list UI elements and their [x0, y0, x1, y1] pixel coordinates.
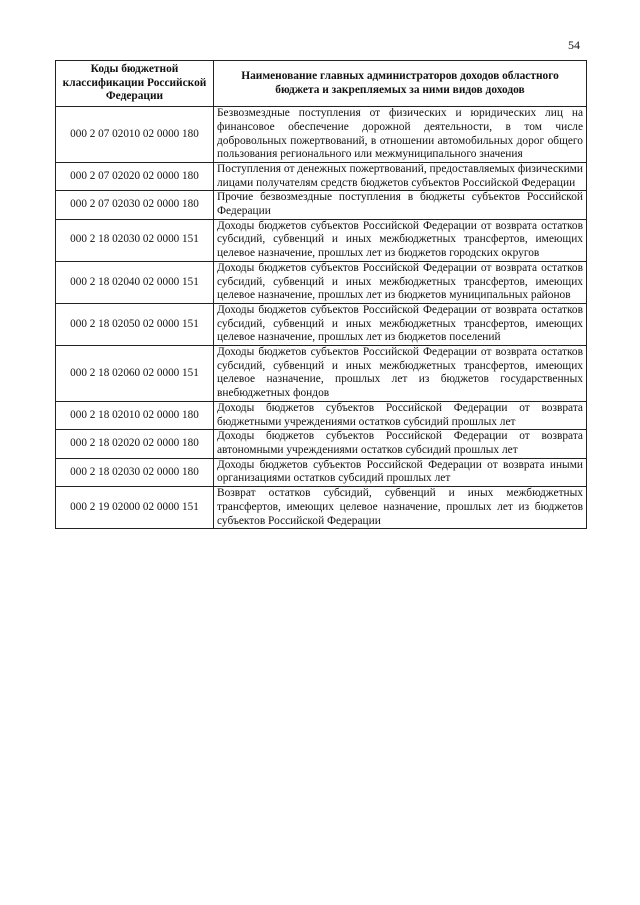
row-description: Доходы бюджетов субъектов Российской Федерации от возврата остатков субсидий, субвенций и иных межбюджетных трансфертов, имеющих целевое назначение, прошлых лет из бюджетов поселений	[214, 303, 587, 345]
row-description: Доходы бюджетов субъектов Российской Федерации от возврата остатков субсидий, субвенций и иных межбюджетных трансфертов, имеющих целевое назначение, прошлых лет из бюджетов муниципальных районов	[214, 261, 587, 303]
table-row	[56, 261, 587, 303]
row-code: 000 2 18 02060 02 0000 151	[56, 346, 214, 402]
revenue-codes-table	[55, 60, 587, 529]
table-row	[56, 191, 587, 219]
row-description: Доходы бюджетов субъектов Российской Федерации от возврата автономными учреждениями остатков субсидий прошлых лет	[214, 430, 587, 458]
table-row	[56, 219, 587, 261]
row-code: 000 2 18 02050 02 0000 151	[56, 303, 214, 345]
row-description: Доходы бюджетов субъектов Российской Федерации от возврата иными организациями остатков субсидий прошлых лет	[214, 458, 587, 486]
row-code: 000 2 07 02010 02 0000 180	[56, 107, 214, 163]
header-name: Наименование главных администраторов доходов областного бюджета и закрепляемых за ними видов доходов	[214, 61, 587, 107]
row-code: 000 2 18 02040 02 0000 151	[56, 261, 214, 303]
row-description: Доходы бюджетов субъектов Российской Федерации от возврата бюджетными учреждениями остатков субсидий прошлых лет	[214, 401, 587, 429]
table-row	[56, 401, 587, 429]
table-row	[56, 430, 587, 458]
row-code: 000 2 07 02020 02 0000 180	[56, 162, 214, 190]
header-code: Коды бюджетной классификации Российской Федерации	[56, 61, 214, 107]
table-row	[56, 346, 587, 402]
row-description: Поступления от денежных пожертвований, предоставляемых физическими лицами получателям средств бюджетов субъектов Российской Федерации	[214, 162, 587, 190]
row-description: Доходы бюджетов субъектов Российской Федерации от возврата остатков субсидий, субвенций и иных межбюджетных трансфертов, имеющих целевое назначение, прошлых лет из бюджетов городских округов	[214, 219, 587, 261]
table-row	[56, 303, 587, 345]
row-description: Безвозмездные поступления от физических и юридических лиц на финансовое обеспечение дорожной деятельности, в том числе добровольных пожертвований, в отношении автомобильных дорог общего пользования регионального или межмуниципального значения	[214, 107, 587, 163]
table-row	[56, 487, 587, 529]
row-code: 000 2 18 02010 02 0000 180	[56, 401, 214, 429]
row-description: Доходы бюджетов субъектов Российской Федерации от возврата остатков субсидий, субвенций и иных межбюджетных трансфертов, имеющих целевое назначение, прошлых лет из бюджетов государственных внебюджетных фондов	[214, 346, 587, 402]
table-row	[56, 162, 587, 190]
row-description: Возврат остатков субсидий, субвенций и иных межбюджетных трансфертов, имеющих целевое назначение, прошлых лет из бюджетов субъектов Российской Федерации	[214, 487, 587, 529]
row-description: Прочие безвозмездные поступления в бюджеты субъектов Российской Федерации	[214, 191, 587, 219]
row-code: 000 2 18 02030 02 0000 180	[56, 458, 214, 486]
page-number: 54	[568, 38, 580, 52]
table-header-row	[56, 61, 587, 107]
row-code: 000 2 19 02000 02 0000 151	[56, 487, 214, 529]
table-row	[56, 458, 587, 486]
row-code: 000 2 07 02030 02 0000 180	[56, 191, 214, 219]
table-row	[56, 107, 587, 163]
row-code: 000 2 18 02020 02 0000 180	[56, 430, 214, 458]
row-code: 000 2 18 02030 02 0000 151	[56, 219, 214, 261]
